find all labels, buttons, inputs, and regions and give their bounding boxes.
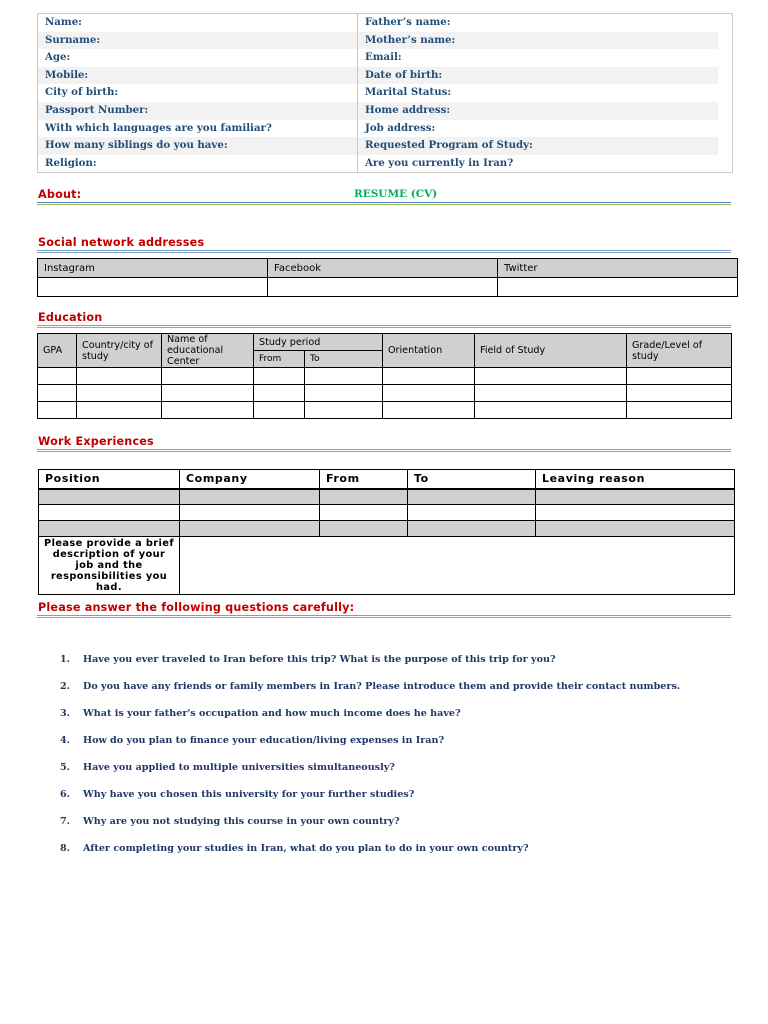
table-cell[interactable]: [77, 385, 162, 402]
table-cell[interactable]: [627, 385, 732, 402]
question-text: How do you plan to finance your education/living expenses in Iran?: [83, 735, 445, 746]
table-cell[interactable]: [383, 402, 475, 419]
job-description-input[interactable]: [180, 537, 735, 595]
table-row: [39, 505, 735, 521]
personal-info-table: [37, 13, 733, 173]
question-text: After completing your studies in Iran, what do you plan to do in your own country?: [83, 843, 529, 854]
question-text: Why have you chosen this university for your further studies?: [83, 789, 415, 800]
table-cell[interactable]: [536, 521, 735, 537]
about-label: About:: [38, 188, 82, 201]
question-item: [60, 708, 680, 735]
table-cell[interactable]: [77, 402, 162, 419]
question-number: 4.: [60, 735, 71, 746]
fathers-name-field[interactable]: Father’s name:: [365, 16, 451, 28]
section-divider: [37, 202, 731, 205]
siblings-field[interactable]: How many siblings do you have:: [38, 137, 358, 155]
email-field[interactable]: Email:: [365, 51, 402, 64]
question-text: Do you have any friends or family members in Iran? Please introduce them and provide their contact numbers.: [83, 681, 681, 692]
personal-row: [38, 32, 732, 50]
table-cell[interactable]: [320, 505, 408, 521]
to-header: To: [305, 351, 383, 368]
table-cell[interactable]: [162, 368, 254, 385]
table-cell[interactable]: [320, 489, 408, 505]
surname-field[interactable]: Surname:: [38, 32, 358, 50]
gpa-header: GPA: [38, 334, 77, 368]
question-item: [60, 681, 680, 708]
field-of-study-header: Field of Study: [475, 334, 627, 368]
leaving-reason-header: Leaving reason: [536, 470, 735, 489]
social-section-title: Social network addresses: [38, 236, 205, 249]
table-row: [38, 402, 732, 419]
personal-row: [38, 84, 732, 102]
question-number: 2.: [60, 681, 71, 692]
table-cell[interactable]: [254, 368, 305, 385]
question-item: [60, 762, 680, 789]
facebook-input[interactable]: [268, 278, 498, 297]
questions-section-title: Please answer the following questions carefully:: [38, 601, 355, 614]
questions-list: [60, 654, 680, 870]
requested-program-field[interactable]: Requested Program of Study:: [358, 137, 718, 155]
personal-row: [38, 155, 732, 173]
social-network-table: [37, 258, 738, 297]
table-cell[interactable]: [408, 505, 536, 521]
personal-row: [38, 137, 732, 155]
twitter-input[interactable]: [498, 278, 738, 297]
personal-row: [38, 14, 732, 32]
question-item: [60, 789, 680, 816]
study-period-header: Study period: [254, 334, 383, 351]
table-cell[interactable]: [475, 368, 627, 385]
question-text: Have you ever traveled to Iran before this trip? What is the purpose of this trip for you?: [83, 654, 556, 665]
table-cell[interactable]: [39, 489, 180, 505]
passport-number-field[interactable]: Passport Number:: [38, 102, 358, 120]
marital-status-field[interactable]: Marital Status:: [365, 86, 452, 99]
table-cell[interactable]: [383, 385, 475, 402]
instagram-header: Instagram: [38, 259, 268, 278]
table-cell[interactable]: [162, 385, 254, 402]
section-divider: [37, 449, 731, 452]
religion-field[interactable]: Religion:: [38, 155, 358, 173]
table-cell[interactable]: [627, 402, 732, 419]
table-cell[interactable]: [77, 368, 162, 385]
personal-row: [38, 67, 732, 85]
question-number: 6.: [60, 789, 71, 800]
from-header: From: [320, 470, 408, 489]
date-of-birth-field[interactable]: Date of birth:: [358, 67, 718, 85]
mobile-field[interactable]: Mobile:: [38, 67, 358, 85]
question-number: 8.: [60, 843, 71, 854]
question-item: [60, 654, 680, 681]
table-row: [39, 521, 735, 537]
table-cell[interactable]: [180, 505, 320, 521]
twitter-header: Twitter: [498, 259, 738, 278]
facebook-header: Facebook: [268, 259, 498, 278]
center-header: Name of educational Center: [162, 334, 254, 368]
home-address-field[interactable]: Home address:: [358, 102, 718, 120]
question-number: 7.: [60, 816, 71, 827]
question-number: 1.: [60, 654, 71, 665]
job-description-prompt: Please provide a brief description of your job and the responsibilities you had.: [39, 537, 180, 595]
table-cell[interactable]: [627, 368, 732, 385]
age-field[interactable]: Age:: [38, 49, 358, 67]
question-text: What is your father's occupation and how much income does he have?: [83, 708, 461, 719]
table-cell[interactable]: [254, 402, 305, 419]
city-of-birth-field[interactable]: City of birth:: [38, 84, 358, 102]
table-cell[interactable]: [38, 385, 77, 402]
table-cell[interactable]: [536, 489, 735, 505]
instagram-input[interactable]: [38, 278, 268, 297]
table-cell[interactable]: [475, 402, 627, 419]
section-divider: [37, 615, 731, 618]
company-header: Company: [180, 470, 320, 489]
section-divider: [37, 250, 731, 253]
to-header: To: [408, 470, 536, 489]
table-cell[interactable]: [305, 385, 383, 402]
table-cell[interactable]: [39, 521, 180, 537]
resume-title: RESUME (CV): [354, 188, 438, 200]
table-cell[interactable]: [320, 521, 408, 537]
question-number: 3.: [60, 708, 71, 719]
table-cell[interactable]: [38, 402, 77, 419]
table-row: [39, 489, 735, 505]
education-table: [37, 333, 732, 419]
mothers-name-field[interactable]: Mother’s name:: [358, 32, 718, 50]
table-cell[interactable]: [180, 489, 320, 505]
table-row: [38, 385, 732, 402]
personal-row: [38, 102, 732, 120]
work-section-title: Work Experiences: [38, 435, 154, 448]
from-header: From: [254, 351, 305, 368]
table-cell[interactable]: [408, 521, 536, 537]
name-field[interactable]: Name:: [38, 14, 358, 32]
table-cell[interactable]: [305, 368, 383, 385]
languages-field[interactable]: With which languages are you familiar?: [38, 120, 358, 138]
question-text: Why are you not studying this course in your own country?: [83, 816, 400, 827]
orientation-header: Orientation: [383, 334, 475, 368]
table-cell[interactable]: [383, 368, 475, 385]
work-experience-table: [38, 469, 735, 595]
table-cell[interactable]: [38, 368, 77, 385]
table-cell[interactable]: [254, 385, 305, 402]
question-item: [60, 735, 680, 762]
position-header: Position: [39, 470, 180, 489]
education-section-title: Education: [38, 311, 103, 324]
job-address-field[interactable]: Job address:: [365, 121, 436, 134]
personal-row: [38, 120, 732, 138]
question-number: 5.: [60, 762, 71, 773]
table-cell[interactable]: [305, 402, 383, 419]
country-header: Country/city of study: [77, 334, 162, 368]
currently-in-iran-field[interactable]: Are you currently in Iran?: [365, 156, 514, 169]
question-item: [60, 816, 680, 843]
table-cell[interactable]: [408, 489, 536, 505]
table-cell[interactable]: [180, 521, 320, 537]
grade-header: Grade/Level of study: [627, 334, 732, 368]
table-cell[interactable]: [475, 385, 627, 402]
question-text: Have you applied to multiple universities simultaneously?: [83, 762, 395, 773]
table-cell[interactable]: [536, 505, 735, 521]
section-divider: [37, 325, 731, 328]
personal-row: [38, 49, 732, 67]
table-cell[interactable]: [162, 402, 254, 419]
question-item: [60, 843, 680, 870]
table-row: [38, 368, 732, 385]
table-cell[interactable]: [39, 505, 180, 521]
